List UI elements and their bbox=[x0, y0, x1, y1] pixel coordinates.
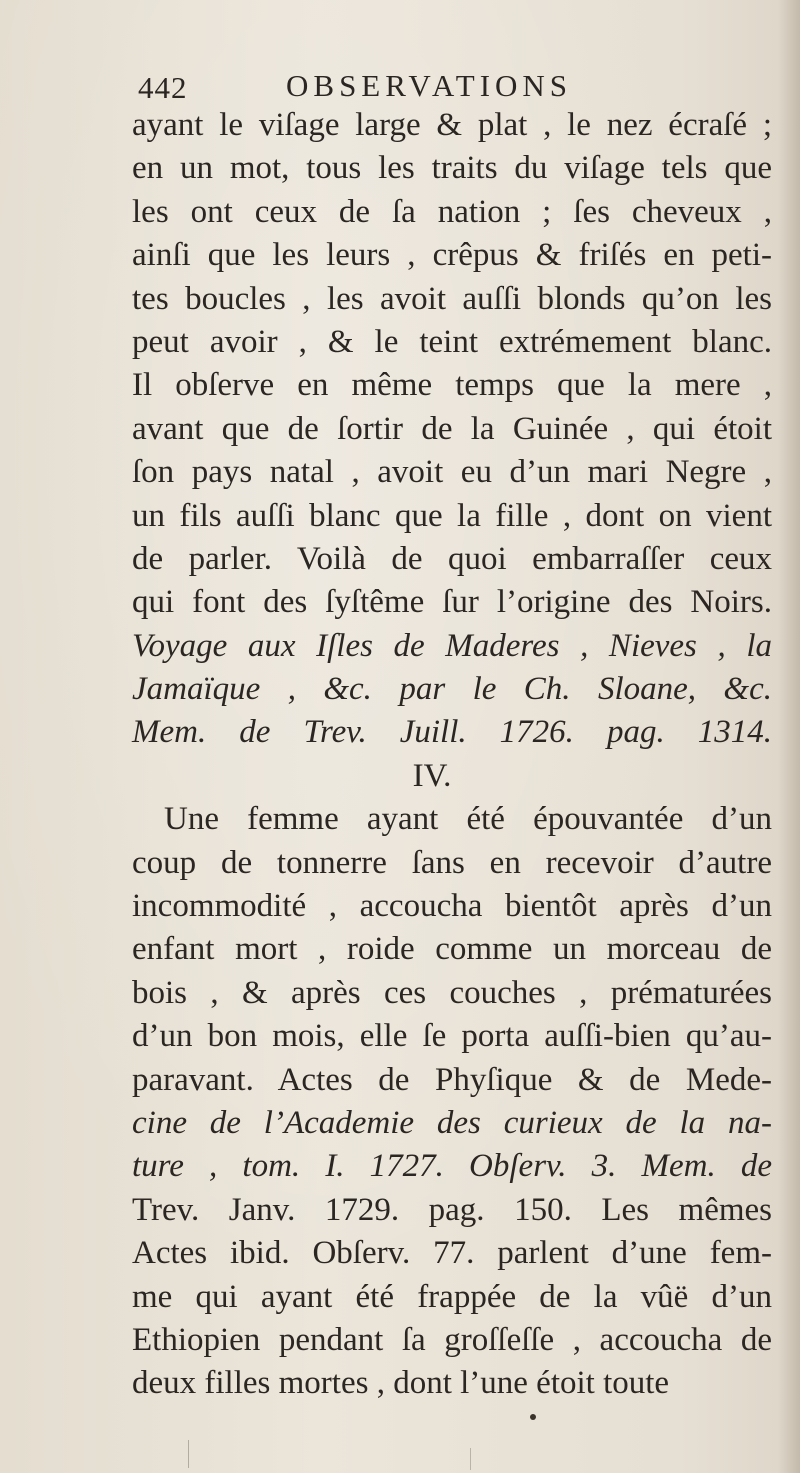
page-number: 442 bbox=[138, 70, 188, 105]
ink-dot bbox=[530, 1414, 536, 1420]
text-line: ayant le viſage large & plat , le nez écraſé ; bbox=[132, 107, 772, 143]
section-number: IV. bbox=[412, 757, 452, 794]
text-line: un fils auſſi blanc que la fille , dont on vient bbox=[132, 497, 772, 534]
text-line: deux filles mortes , dont l’une étoit toute bbox=[132, 1365, 670, 1402]
text-line: peut avoir , & le teint extrémement blanc. bbox=[132, 323, 772, 360]
text-line: enfant mort , roide comme un morceau de bbox=[132, 931, 772, 968]
text-line: ſon pays natal , avoit eu d’un mari Negre , bbox=[132, 454, 772, 491]
text-line: incommodité , accoucha bientôt après d’un bbox=[132, 888, 772, 925]
text-line: avant que de ſortir de la Guinée , qui étoit bbox=[132, 410, 772, 447]
text-line: les ont ceux de ſa nation ; ſes cheveux , bbox=[132, 193, 772, 230]
text-line: en un mot, tous les traits du viſage tels que bbox=[132, 150, 772, 187]
text-line: de parler. Voilà de quoi embarraſſer ceux bbox=[132, 540, 772, 577]
running-title: OBSERVATIONS bbox=[286, 68, 573, 103]
text-line: Jamaïque , &c. par le Ch. Sloane, &c. bbox=[132, 671, 772, 708]
text-line: ture , tom. I. 1727. Obſerv. 3. Mem. de bbox=[132, 1148, 772, 1185]
text-line: d’un bon mois, elle ſe porta auſſi-bien qu’au- bbox=[132, 1018, 772, 1055]
text-line: me qui ayant été frappée de la vûë d’un bbox=[132, 1278, 772, 1315]
page-header bbox=[138, 64, 658, 108]
text-line: Trev. Janv. 1729. pag. 150. Les mêmes bbox=[132, 1191, 772, 1228]
text-line: Il obſerve en même temps que la mere , bbox=[132, 367, 772, 404]
paper-mark bbox=[188, 1440, 189, 1468]
text-line: cine de l’Academie des curieux de la na- bbox=[132, 1104, 772, 1141]
text-line: paravant. Actes de Phyſique & de Mede- bbox=[132, 1061, 772, 1098]
text-line: qui font des ſyſtême ſur l’origine des Noirs. bbox=[132, 584, 772, 621]
text-line: ainſi que les leurs , crêpus & friſés en peti- bbox=[132, 237, 772, 274]
text-line: coup de tonnerre ſans en recevoir d’autre bbox=[132, 844, 772, 881]
text-line: Une femme ayant été épouvantée d’un bbox=[164, 801, 772, 838]
text-line: tes boucles , les avoit auſſi blonds qu’on les bbox=[132, 280, 772, 317]
text-line: Mem. de Trev. Juill. 1726. pag. 1314. bbox=[132, 714, 772, 751]
page-edge-shadow bbox=[778, 0, 800, 1473]
text-line: Voyage aux Iſles de Maderes , Nieves , la bbox=[132, 627, 772, 664]
paper-mark bbox=[470, 1448, 471, 1470]
body-text bbox=[132, 104, 772, 1406]
text-line: bois , & après ces couches , prématurées bbox=[132, 974, 772, 1011]
text-line: Ethiopien pendant ſa groſſeſſe , accoucha de bbox=[132, 1321, 772, 1358]
text-line: Actes ibid. Obſerv. 77. parlent d’une fem- bbox=[132, 1235, 772, 1272]
